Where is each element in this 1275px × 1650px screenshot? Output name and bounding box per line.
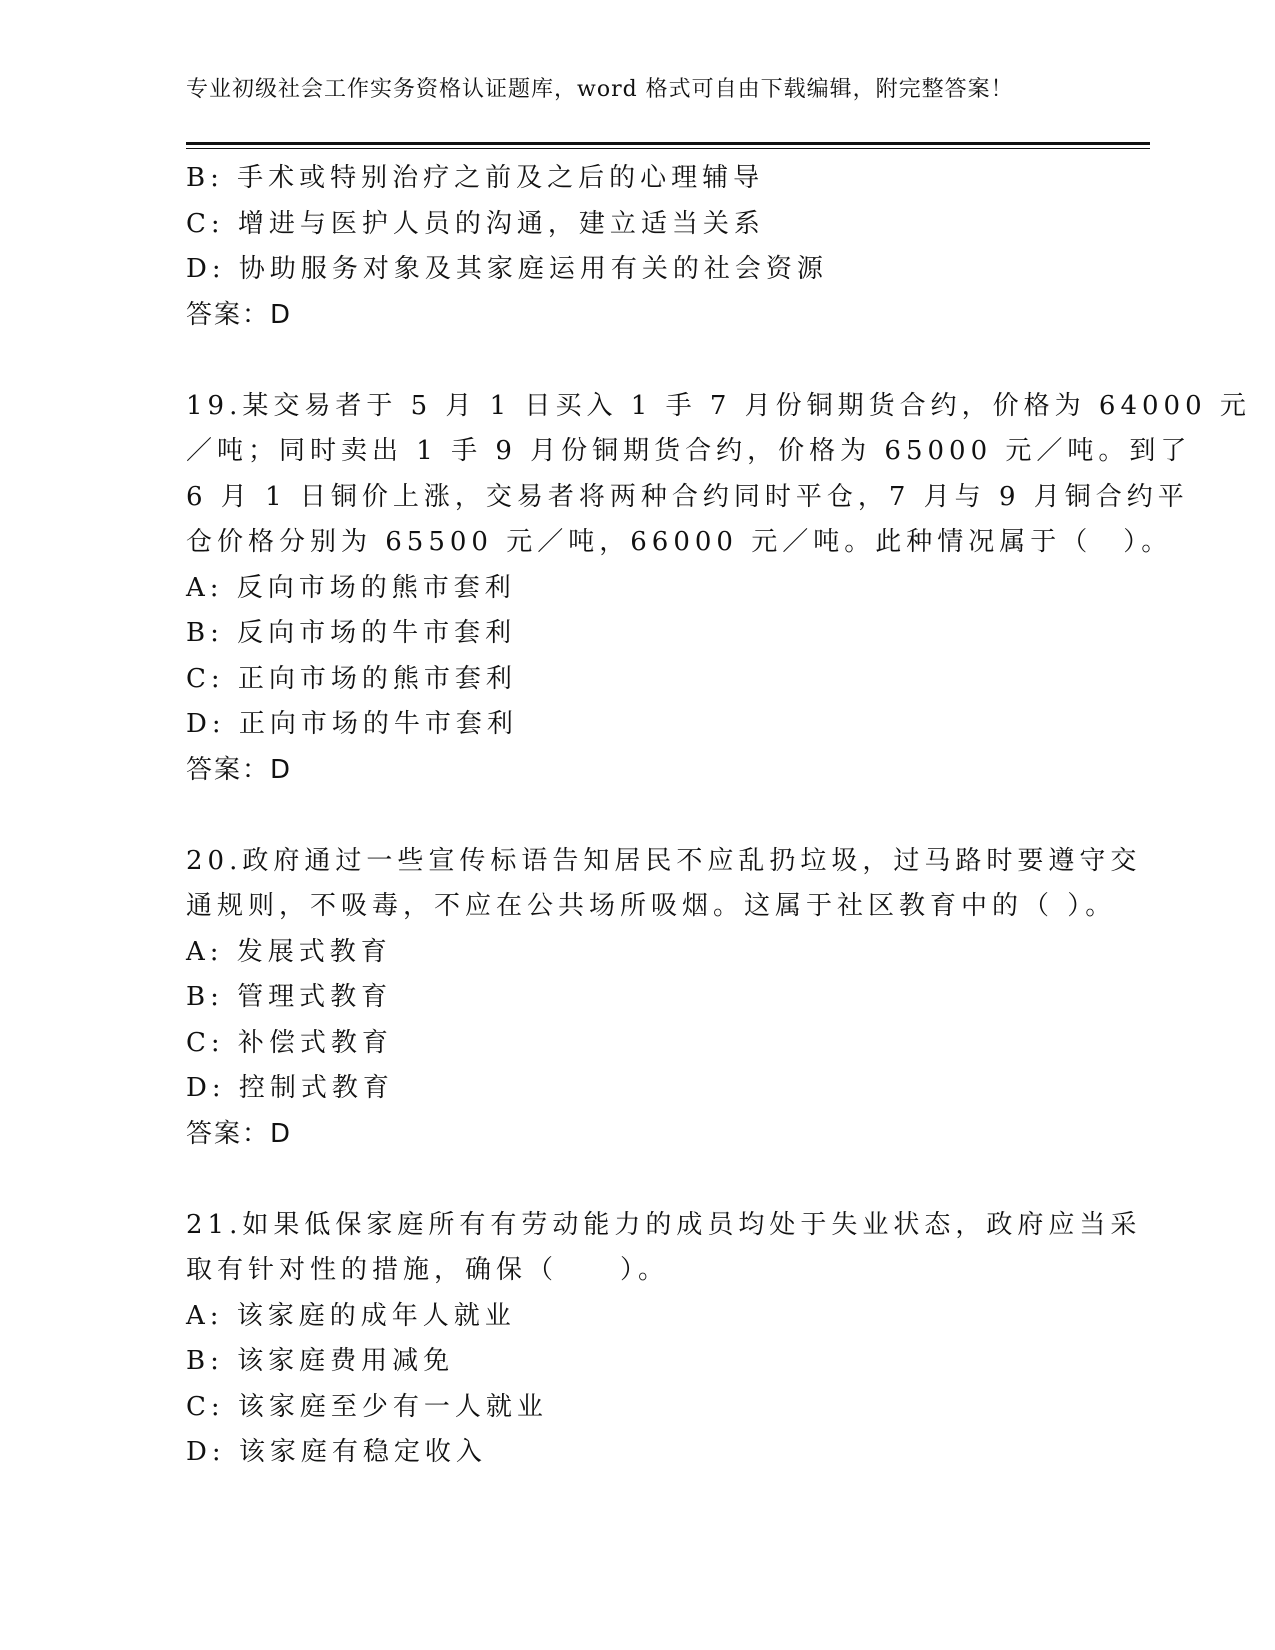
option-a: A: 该家庭的成年人就业	[186, 1300, 516, 1331]
question-stem-line: 仓价格分别为 65500 元／吨，66000 元／吨。此种情况属于（ ）。	[186, 527, 1173, 557]
option-b: B: 管理式教育	[186, 982, 393, 1012]
option-a: A: 反向市场的熊市套利	[186, 572, 516, 603]
question-stem-line: 20.政府通过一些宣传标语告知居民不应乱扔垃圾，过马路时要遵守交	[186, 845, 1142, 876]
option-d: D: 正向市场的牛市套利	[186, 709, 518, 739]
option-d: D: 协助服务对象及其家庭运用有关的社会资源	[186, 254, 828, 284]
spacer	[186, 793, 1086, 839]
option-c: C: 增进与医护人员的沟通，建立适当关系	[186, 208, 765, 239]
option-c: C: 补偿式教育	[186, 1027, 393, 1058]
question-21	[186, 1203, 1142, 1476]
header-rule-thick	[186, 142, 1150, 145]
answer-line: 答案：D	[186, 754, 293, 785]
question-stem-line: 21.如果低保家庭所有有劳动能力的成员均处于失业状态，政府应当采	[186, 1209, 1142, 1240]
option-c: C: 正向市场的熊市套利	[186, 663, 517, 694]
option-b: B: 手术或特别治疗之前及之后的心理辅导	[186, 163, 765, 193]
spacer	[186, 338, 1086, 384]
option-d: D: 该家庭有稳定收入	[186, 1437, 487, 1467]
question-stem-line: ／吨；同时卖出 1 手 9 月份铜期货合约，价格为 65000 元／吨。到了	[186, 436, 1192, 466]
question-20	[186, 839, 1142, 1158]
question-content	[186, 156, 1251, 1476]
spacer	[186, 1157, 1086, 1203]
answer-line: 答案：D	[186, 299, 293, 330]
header-rule-thin	[186, 148, 1150, 149]
question-stem-line: 6 月 1 日铜价上涨，交易者将两种合约同时平仓，7 月与 9 月铜合约平	[186, 481, 1189, 512]
answer-line: 答案：D	[186, 1118, 293, 1149]
option-a: A: 发展式教育	[186, 936, 392, 967]
option-b: B: 反向市场的牛市套利	[186, 618, 517, 648]
page-header: 专业初级社会工作实务资格认证题库，word 格式可自由下载编辑，附完整答案！	[186, 77, 1014, 102]
option-c: C: 该家庭至少有一人就业	[186, 1391, 548, 1422]
question-stem-line: 19.某交易者于 5 月 1 日买入 1 手 7 月份铜期货合约，价格为 64000 元	[186, 390, 1251, 421]
question-19	[186, 384, 1251, 794]
question-stem-line: 通规则，不吸毒，不应在公共场所吸烟。这属于社区教育中的（ ）。	[186, 891, 1117, 921]
option-d: D: 控制式教育	[186, 1073, 394, 1103]
question-stem-line: 取有针对性的措施，确保（ ）。	[186, 1255, 670, 1285]
question-18-continued	[186, 156, 1086, 338]
option-b: B: 该家庭费用减免	[186, 1346, 455, 1376]
